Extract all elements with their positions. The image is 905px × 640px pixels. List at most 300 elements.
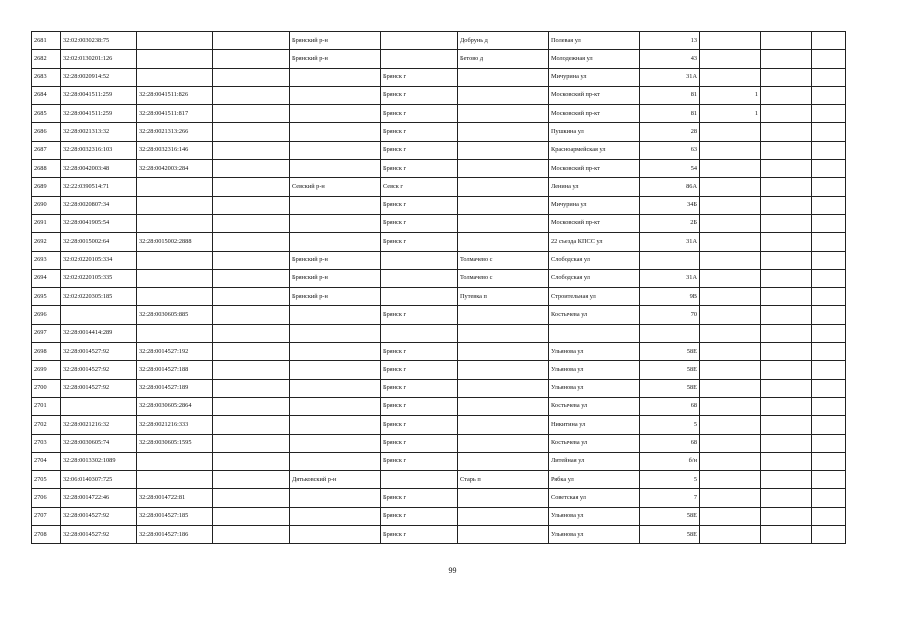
empty-cell	[213, 160, 290, 178]
empty-cell	[761, 416, 812, 434]
premises-cadastral-number-cell: 32:28:0021313:266	[137, 123, 213, 141]
empty-cell	[761, 489, 812, 507]
empty-cell	[812, 416, 846, 434]
flag-cell	[700, 416, 761, 434]
flag-cell	[700, 526, 761, 544]
table-row	[32, 68, 846, 86]
district-cell: Дятьковский р-н	[290, 471, 381, 489]
cadastral-number-cell: 32:28:0014527:92	[61, 343, 137, 361]
street-cell: Московский пр-кт	[549, 214, 640, 232]
empty-cell	[812, 214, 846, 232]
empty-cell	[761, 361, 812, 379]
city-cell: Брянск г	[381, 379, 458, 397]
cadastral-number-cell: 32:28:0014527:92	[61, 361, 137, 379]
street-cell: Литейная ул	[549, 452, 640, 470]
city-cell: Брянск г	[381, 434, 458, 452]
locality-cell	[458, 68, 549, 86]
street-cell: Московский пр-кт	[549, 105, 640, 123]
empty-cell	[812, 489, 846, 507]
flag-cell	[700, 324, 761, 342]
cadastral-number-cell: 32:02:0130201:126	[61, 50, 137, 68]
table-row	[32, 178, 846, 196]
row-number-cell: 2699	[32, 361, 61, 379]
table-row	[32, 86, 846, 104]
cadastral-number-cell	[61, 306, 137, 324]
empty-cell	[213, 361, 290, 379]
city-cell: Брянск г	[381, 141, 458, 159]
empty-cell	[761, 141, 812, 159]
locality-cell	[458, 507, 549, 525]
empty-cell	[761, 269, 812, 287]
empty-cell	[812, 178, 846, 196]
empty-cell	[761, 507, 812, 525]
city-cell	[381, 50, 458, 68]
city-cell: Брянск г	[381, 105, 458, 123]
house-number-cell: 70	[640, 306, 700, 324]
table-row	[32, 105, 846, 123]
premises-cadastral-number-cell: 32:28:0030605:2864	[137, 397, 213, 415]
house-number-cell: 58Е	[640, 507, 700, 525]
premises-cadastral-number-cell: 32:28:0014527:188	[137, 361, 213, 379]
city-cell: Брянск г	[381, 507, 458, 525]
street-cell: Мичурина ул	[549, 68, 640, 86]
table-row	[32, 251, 846, 269]
premises-cadastral-number-cell: 32:28:0014527:186	[137, 526, 213, 544]
cadastral-number-cell: 32:22:0390514:71	[61, 178, 137, 196]
cadastral-number-cell: 32:28:0021313:32	[61, 123, 137, 141]
street-cell: Слободская ул	[549, 269, 640, 287]
locality-cell	[458, 233, 549, 251]
locality-cell	[458, 397, 549, 415]
cadastral-number-cell: 32:28:0041511:259	[61, 105, 137, 123]
district-cell	[290, 416, 381, 434]
empty-cell	[213, 288, 290, 306]
flag-cell	[700, 50, 761, 68]
city-cell	[381, 471, 458, 489]
premises-cadastral-number-cell	[137, 471, 213, 489]
premises-cadastral-number-cell	[137, 324, 213, 342]
table-row	[32, 288, 846, 306]
table-row	[32, 434, 846, 452]
row-number-cell: 2705	[32, 471, 61, 489]
row-number-cell: 2707	[32, 507, 61, 525]
city-cell: Брянск г	[381, 306, 458, 324]
empty-cell	[761, 526, 812, 544]
row-number-cell: 2694	[32, 269, 61, 287]
house-number-cell: 68	[640, 434, 700, 452]
house-number-cell: 63	[640, 141, 700, 159]
street-cell: Полевая ул	[549, 32, 640, 50]
city-cell: Брянск г	[381, 68, 458, 86]
city-cell	[381, 269, 458, 287]
locality-cell: Старь п	[458, 471, 549, 489]
house-number-cell: 81	[640, 86, 700, 104]
empty-cell	[213, 526, 290, 544]
table-row	[32, 32, 846, 50]
city-cell: Брянск г	[381, 160, 458, 178]
empty-cell	[213, 324, 290, 342]
row-number-cell: 2696	[32, 306, 61, 324]
empty-cell	[761, 288, 812, 306]
premises-cadastral-number-cell: 32:28:0041511:817	[137, 105, 213, 123]
table-row	[32, 50, 846, 68]
cadastral-number-cell: 32:28:0014527:92	[61, 507, 137, 525]
district-cell	[290, 160, 381, 178]
row-number-cell: 2688	[32, 160, 61, 178]
empty-cell	[812, 343, 846, 361]
empty-cell	[761, 397, 812, 415]
row-number-cell: 2691	[32, 214, 61, 232]
locality-cell	[458, 306, 549, 324]
district-cell	[290, 86, 381, 104]
row-number-cell: 2685	[32, 105, 61, 123]
house-number-cell: 34Б	[640, 196, 700, 214]
cadastral-number-cell: 32:28:0021216:32	[61, 416, 137, 434]
empty-cell	[761, 379, 812, 397]
house-number-cell: 7	[640, 489, 700, 507]
street-cell: Ульянова ул	[549, 361, 640, 379]
premises-cadastral-number-cell: 32:28:0032316:146	[137, 141, 213, 159]
flag-cell: 1	[700, 105, 761, 123]
table-row	[32, 397, 846, 415]
district-cell	[290, 526, 381, 544]
cadastral-number-cell: 32:02:0030238:75	[61, 32, 137, 50]
street-cell: Слободская ул	[549, 251, 640, 269]
premises-cadastral-number-cell: 32:28:0015002:2888	[137, 233, 213, 251]
house-number-cell: 54	[640, 160, 700, 178]
empty-cell	[213, 86, 290, 104]
empty-cell	[761, 32, 812, 50]
house-number-cell: 81	[640, 105, 700, 123]
city-cell: Брянск г	[381, 416, 458, 434]
district-cell	[290, 306, 381, 324]
city-cell: Брянск г	[381, 123, 458, 141]
empty-cell	[812, 306, 846, 324]
premises-cadastral-number-cell: 32:28:0014527:185	[137, 507, 213, 525]
table-row	[32, 306, 846, 324]
empty-cell	[761, 324, 812, 342]
flag-cell	[700, 379, 761, 397]
city-cell: Брянск г	[381, 343, 458, 361]
premises-cadastral-number-cell	[137, 251, 213, 269]
empty-cell	[213, 105, 290, 123]
row-number-cell: 2702	[32, 416, 61, 434]
cadastral-number-cell: 32:28:0013302:1089	[61, 452, 137, 470]
row-number-cell: 2700	[32, 379, 61, 397]
cadastral-number-cell: 32:28:0030605:74	[61, 434, 137, 452]
empty-cell	[213, 50, 290, 68]
premises-cadastral-number-cell: 32:28:0014722:81	[137, 489, 213, 507]
flag-cell	[700, 196, 761, 214]
city-cell	[381, 288, 458, 306]
district-cell	[290, 324, 381, 342]
locality-cell	[458, 434, 549, 452]
street-cell: 22 съезда КПСС ул	[549, 233, 640, 251]
cadastral-number-cell: 32:28:0041511:259	[61, 86, 137, 104]
empty-cell	[812, 68, 846, 86]
premises-cadastral-number-cell: 32:28:0021216:333	[137, 416, 213, 434]
house-number-cell: 5	[640, 471, 700, 489]
locality-cell: Бетово д	[458, 50, 549, 68]
empty-cell	[812, 123, 846, 141]
cadastral-number-cell	[61, 397, 137, 415]
premises-cadastral-number-cell: 32:28:0030605:1595	[137, 434, 213, 452]
empty-cell	[213, 434, 290, 452]
street-cell: Строительная ул	[549, 288, 640, 306]
city-cell: Брянск г	[381, 526, 458, 544]
street-cell: Советская ул	[549, 489, 640, 507]
row-number-cell: 2697	[32, 324, 61, 342]
empty-cell	[213, 489, 290, 507]
house-number-cell: 86А	[640, 178, 700, 196]
cadastral-number-cell: 32:02:0220105:334	[61, 251, 137, 269]
empty-cell	[812, 269, 846, 287]
empty-cell	[761, 471, 812, 489]
empty-cell	[213, 452, 290, 470]
empty-cell	[761, 178, 812, 196]
house-number-cell: 31А	[640, 233, 700, 251]
district-cell	[290, 196, 381, 214]
table-row	[32, 526, 846, 544]
locality-cell	[458, 141, 549, 159]
district-cell: Брянский р-н	[290, 269, 381, 287]
cadastral-number-cell: 32:02:0220305:185	[61, 288, 137, 306]
city-cell: Брянск г	[381, 86, 458, 104]
registry-table	[31, 31, 846, 544]
street-cell: Костычева ул	[549, 306, 640, 324]
empty-cell	[213, 178, 290, 196]
street-cell: Мичурина ул	[549, 196, 640, 214]
empty-cell	[812, 196, 846, 214]
district-cell: Брянский р-н	[290, 32, 381, 50]
city-cell: Брянск г	[381, 214, 458, 232]
cadastral-number-cell: 32:28:0020807:34	[61, 196, 137, 214]
page-number: 99	[448, 566, 457, 575]
flag-cell: 1	[700, 86, 761, 104]
row-number-cell: 2692	[32, 233, 61, 251]
empty-cell	[213, 379, 290, 397]
street-cell: Молодежная ул	[549, 50, 640, 68]
empty-cell	[761, 196, 812, 214]
empty-cell	[812, 32, 846, 50]
city-cell: Севск г	[381, 178, 458, 196]
street-cell: Пушкина ул	[549, 123, 640, 141]
locality-cell: Путевка п	[458, 288, 549, 306]
district-cell	[290, 507, 381, 525]
locality-cell	[458, 123, 549, 141]
row-number-cell: 2683	[32, 68, 61, 86]
empty-cell	[761, 68, 812, 86]
locality-cell	[458, 86, 549, 104]
empty-cell	[761, 50, 812, 68]
premises-cadastral-number-cell	[137, 68, 213, 86]
row-number-cell: 2695	[32, 288, 61, 306]
row-number-cell: 2690	[32, 196, 61, 214]
empty-cell	[812, 434, 846, 452]
empty-cell	[213, 233, 290, 251]
empty-cell	[213, 141, 290, 159]
empty-cell	[213, 32, 290, 50]
table-row	[32, 214, 846, 232]
premises-cadastral-number-cell: 32:28:0041511:826	[137, 86, 213, 104]
table-row	[32, 416, 846, 434]
street-cell	[549, 324, 640, 342]
empty-cell	[213, 214, 290, 232]
empty-cell	[812, 526, 846, 544]
district-cell	[290, 434, 381, 452]
district-cell	[290, 105, 381, 123]
row-number-cell: 2708	[32, 526, 61, 544]
city-cell	[381, 251, 458, 269]
flag-cell	[700, 361, 761, 379]
house-number-cell: 2Б	[640, 214, 700, 232]
locality-cell	[458, 178, 549, 196]
table-row	[32, 471, 846, 489]
empty-cell	[761, 86, 812, 104]
flag-cell	[700, 68, 761, 86]
locality-cell	[458, 214, 549, 232]
premises-cadastral-number-cell	[137, 32, 213, 50]
premises-cadastral-number-cell: 32:28:0042003:284	[137, 160, 213, 178]
house-number-cell: 31А	[640, 269, 700, 287]
house-number-cell: 31А	[640, 68, 700, 86]
empty-cell	[812, 160, 846, 178]
empty-cell	[761, 214, 812, 232]
flag-cell	[700, 214, 761, 232]
locality-cell	[458, 324, 549, 342]
table-row	[32, 233, 846, 251]
city-cell: Брянск г	[381, 196, 458, 214]
empty-cell	[761, 452, 812, 470]
flag-cell	[700, 397, 761, 415]
premises-cadastral-number-cell: 32:28:0014527:192	[137, 343, 213, 361]
flag-cell	[700, 343, 761, 361]
flag-cell	[700, 160, 761, 178]
table-row	[32, 361, 846, 379]
locality-cell: Толмачево с	[458, 251, 549, 269]
cadastral-number-cell: 32:28:0014527:92	[61, 379, 137, 397]
flag-cell	[700, 269, 761, 287]
district-cell	[290, 489, 381, 507]
city-cell: Брянск г	[381, 452, 458, 470]
row-number-cell: 2701	[32, 397, 61, 415]
premises-cadastral-number-cell	[137, 269, 213, 287]
street-cell: Ульянова ул	[549, 507, 640, 525]
empty-cell	[213, 507, 290, 525]
empty-cell	[812, 471, 846, 489]
row-number-cell: 2706	[32, 489, 61, 507]
street-cell: Костычева ул	[549, 397, 640, 415]
empty-cell	[812, 452, 846, 470]
table-row	[32, 343, 846, 361]
empty-cell	[812, 141, 846, 159]
district-cell	[290, 379, 381, 397]
row-number-cell: 2684	[32, 86, 61, 104]
cadastral-number-cell: 32:28:0014527:92	[61, 526, 137, 544]
cadastral-number-cell: 32:02:0220105:335	[61, 269, 137, 287]
empty-cell	[213, 196, 290, 214]
empty-cell	[213, 416, 290, 434]
house-number-cell: 58Е	[640, 361, 700, 379]
house-number-cell	[640, 324, 700, 342]
table-row	[32, 160, 846, 178]
row-number-cell: 2682	[32, 50, 61, 68]
empty-cell	[761, 251, 812, 269]
empty-cell	[761, 306, 812, 324]
empty-cell	[812, 50, 846, 68]
street-cell: Московский пр-кт	[549, 160, 640, 178]
street-cell: Ульянова ул	[549, 526, 640, 544]
street-cell: Костычева ул	[549, 434, 640, 452]
empty-cell	[812, 324, 846, 342]
empty-cell	[761, 233, 812, 251]
flag-cell	[700, 178, 761, 196]
empty-cell	[213, 397, 290, 415]
flag-cell	[700, 471, 761, 489]
cadastral-number-cell: 32:28:0015002:64	[61, 233, 137, 251]
table-row	[32, 324, 846, 342]
empty-cell	[213, 306, 290, 324]
street-cell: Московский пр-кт	[549, 86, 640, 104]
table-row	[32, 379, 846, 397]
district-cell: Брянский р-н	[290, 288, 381, 306]
district-cell	[290, 361, 381, 379]
street-cell: Ленина ул	[549, 178, 640, 196]
district-cell: Брянский р-н	[290, 50, 381, 68]
premises-cadastral-number-cell: 32:28:0030605:885	[137, 306, 213, 324]
premises-cadastral-number-cell	[137, 452, 213, 470]
locality-cell	[458, 361, 549, 379]
house-number-cell: 13	[640, 32, 700, 50]
house-number-cell: б/н	[640, 452, 700, 470]
empty-cell	[812, 233, 846, 251]
flag-cell	[700, 434, 761, 452]
empty-cell	[812, 105, 846, 123]
locality-cell	[458, 343, 549, 361]
district-cell	[290, 452, 381, 470]
table-row	[32, 123, 846, 141]
district-cell	[290, 68, 381, 86]
row-number-cell: 2681	[32, 32, 61, 50]
flag-cell	[700, 306, 761, 324]
flag-cell	[700, 32, 761, 50]
row-number-cell: 2703	[32, 434, 61, 452]
empty-cell	[213, 251, 290, 269]
district-cell	[290, 141, 381, 159]
empty-cell	[213, 471, 290, 489]
locality-cell: Добрунь д	[458, 32, 549, 50]
locality-cell: Толмачево с	[458, 269, 549, 287]
house-number-cell: 58Е	[640, 526, 700, 544]
cadastral-number-cell: 32:28:0014722:46	[61, 489, 137, 507]
house-number-cell	[640, 251, 700, 269]
locality-cell	[458, 526, 549, 544]
row-number-cell: 2698	[32, 343, 61, 361]
premises-cadastral-number-cell	[137, 50, 213, 68]
house-number-cell: 5	[640, 416, 700, 434]
empty-cell	[812, 251, 846, 269]
premises-cadastral-number-cell	[137, 214, 213, 232]
empty-cell	[213, 343, 290, 361]
table-row	[32, 507, 846, 525]
premises-cadastral-number-cell: 32:28:0014527:189	[137, 379, 213, 397]
flag-cell	[700, 141, 761, 159]
cadastral-number-cell: 32:28:0014414:289	[61, 324, 137, 342]
district-cell	[290, 123, 381, 141]
city-cell: Брянск г	[381, 233, 458, 251]
flag-cell	[700, 233, 761, 251]
premises-cadastral-number-cell	[137, 178, 213, 196]
